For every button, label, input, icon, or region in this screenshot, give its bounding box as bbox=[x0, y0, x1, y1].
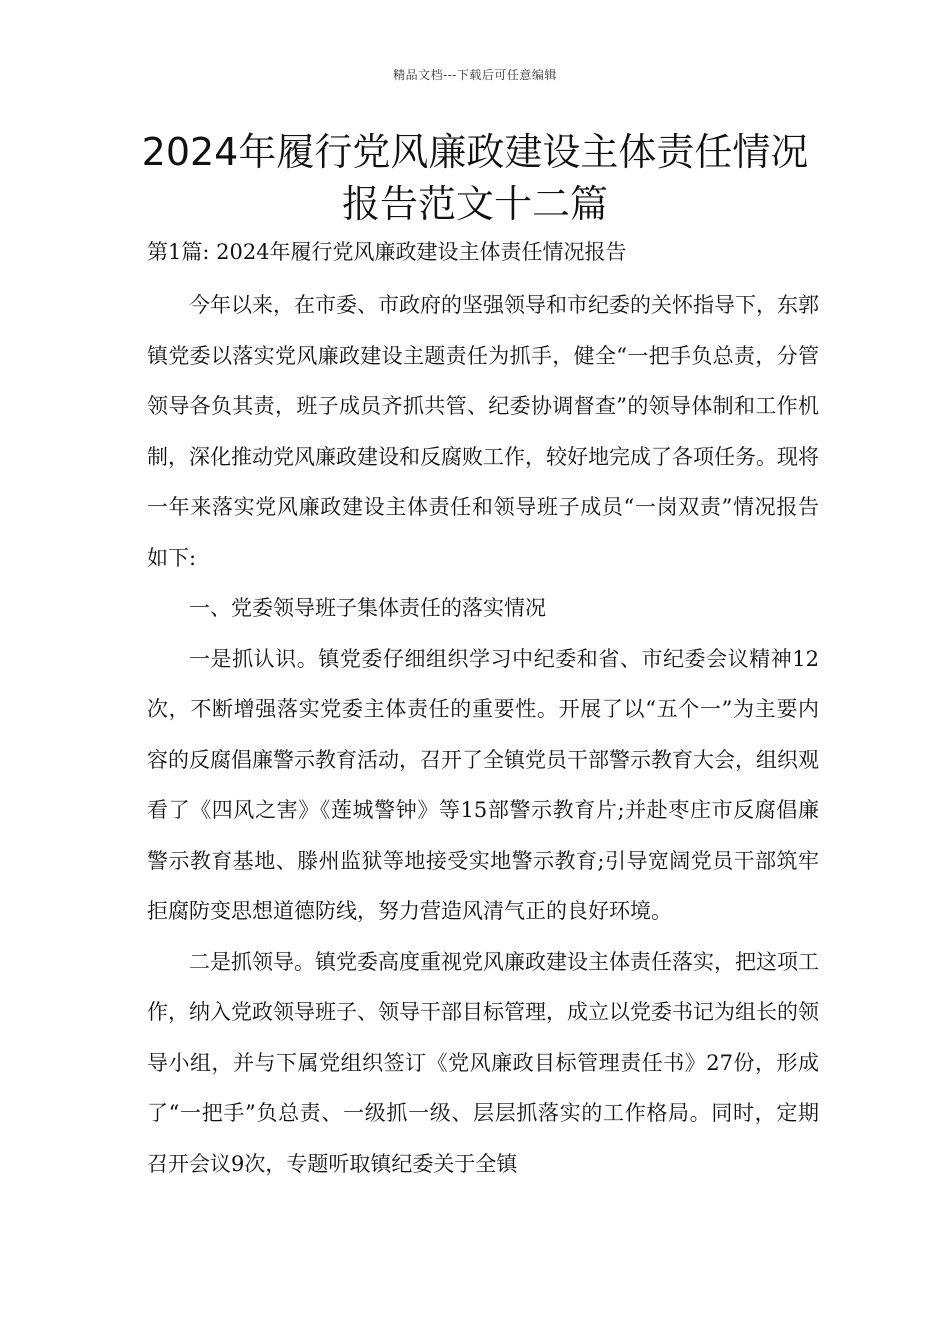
document-title-line-1: 2024年履行党风廉政建设主体责任情况 bbox=[141, 130, 809, 174]
paragraph: 一是抓认识。镇党委仔细组织学习中纪委和省、市纪委会议精神12次，不断增强落实党委主体责任的重要性。开展了以“五个一”为主要内容的反腐倡廉警示教育活动，召开了全镇党员干部警示教育大会，组织观看了《四风之害》《莲城警钟》等15部警示教育片;并赴枣庄市反腐倡廉警示教育基地、滕州监狱等地接受实地警示教育;引导宽阔党员干部筑牢拒腐防变思想道德防线，努力营造风清气正的良好环境。 bbox=[147, 646, 819, 923]
section-subtitle: 第1篇: 2024年履行党风廉政建设主体责任情况报告 bbox=[147, 240, 627, 264]
paragraph: 二是抓领导。镇党委高度重视党风廉政建设主体责任落实，把这项工作，纳入党政领导班子、领导干部目标管理，成立以党委书记为组长的领导小组，并与下属党组织签订《党风廉政目标管理责任书》27份，形成了“一把手”负总责、一级抓一级、层层抓落实的工作格局。同时，定期召开会议9次，专题听取镇纪委关于全镇 bbox=[147, 949, 819, 1176]
section-heading: 一、党委领导班子集体责任的落实情况 bbox=[189, 596, 546, 620]
document-title-line-2: 报告范文十二篇 bbox=[341, 182, 608, 226]
document-title bbox=[60, 126, 890, 230]
page-header: 精品文档---下载后可任意编辑 bbox=[393, 68, 557, 82]
paragraph: 今年以来，在市委、市政府的坚强领导和市纪委的关怀指导下，东郭镇党委以落实党风廉政建设主题责任为抓手，健全“一把手负总责，分管领导各负其责，班子成员齐抓共管、纪委协调督查”的领导体制和工作机制，深化推动党风廉政建设和反腐败工作，较好地完成了各项任务。现将一年来落实党风廉政建设主体责任和领导班子成员“一岗双责”情况报告如下: bbox=[147, 293, 819, 570]
document-body bbox=[147, 230, 819, 1189]
